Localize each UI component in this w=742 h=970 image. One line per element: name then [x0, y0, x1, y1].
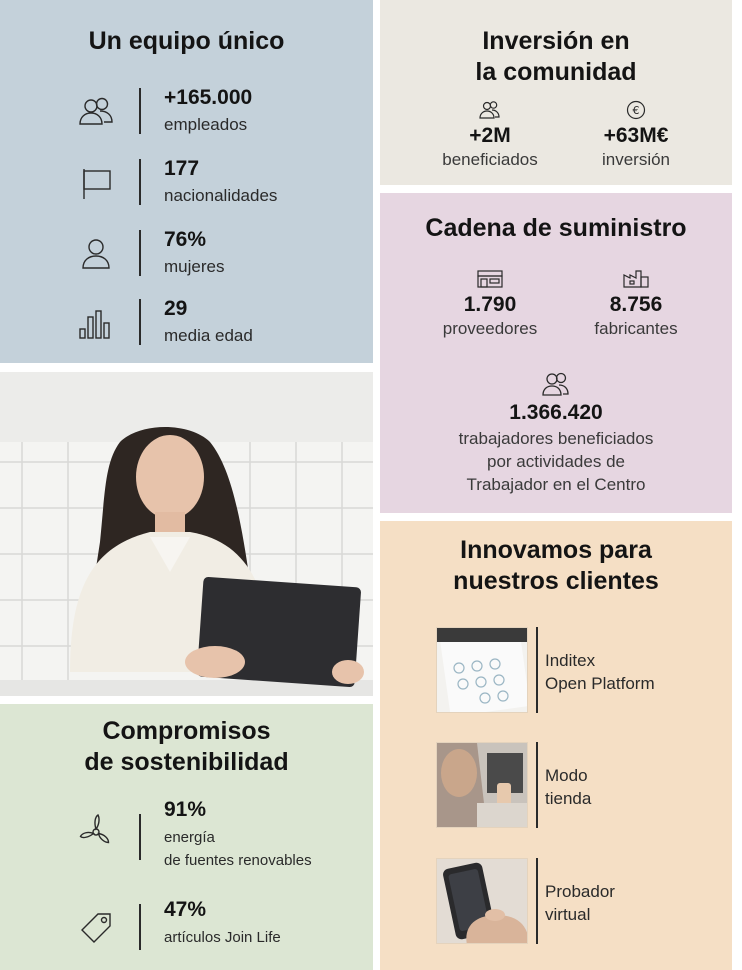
stat-label: fabricantes	[594, 319, 678, 338]
supply-panel	[380, 193, 732, 513]
label-line: tienda	[545, 789, 592, 808]
stat-value: +165.000	[164, 86, 253, 109]
title-line: Compromisos	[102, 717, 271, 745]
divider	[536, 627, 538, 713]
innovation-item-open-platform[interactable]	[380, 627, 732, 715]
divider	[139, 299, 141, 345]
stat-label: inversión	[601, 150, 671, 169]
stat-value: 91%	[164, 798, 207, 821]
employee-photo	[0, 372, 373, 696]
people-icon	[478, 100, 502, 120]
tag-icon	[76, 906, 116, 946]
factory-icon	[622, 269, 650, 289]
divider	[536, 742, 538, 828]
stat-women	[0, 228, 373, 288]
label-line: trabajadores beneficiados	[458, 429, 654, 448]
divider	[139, 230, 141, 276]
stat-nationalities	[0, 157, 373, 217]
community-title	[380, 26, 732, 88]
innovation-label	[545, 649, 655, 695]
community-investment	[566, 100, 706, 170]
innovation-label	[545, 880, 615, 926]
sustainability-panel	[0, 704, 373, 970]
woman-icon	[76, 234, 116, 274]
svg-text:€: €	[632, 104, 640, 117]
open-platform-thumbnail	[436, 627, 528, 713]
community-beneficiaries	[420, 100, 560, 170]
people-icon	[76, 92, 116, 132]
stat-label: mujeres	[164, 257, 225, 276]
euro-coin-icon	[625, 100, 647, 120]
stat-label: proveedores	[442, 319, 538, 338]
title-line: de sostenibilidad	[84, 748, 289, 776]
stat-value: 177	[164, 157, 200, 180]
bar-chart-icon	[76, 303, 116, 343]
stat-value: 1.366.420	[509, 401, 603, 424]
stat-label: artículos Join Life	[164, 929, 281, 946]
stat-join-life	[0, 898, 373, 958]
team-title: Un equipo único	[88, 27, 285, 55]
supply-manufacturers	[566, 269, 706, 339]
title-line: Inversión en	[482, 27, 630, 55]
stat-value: 1.790	[463, 293, 517, 316]
divider	[139, 904, 141, 950]
stat-value: 47%	[164, 898, 207, 921]
title-line: Innovamos para	[460, 536, 652, 564]
supply-workers	[400, 371, 712, 496]
innovation-panel	[380, 521, 732, 970]
innovation-item-store-mode[interactable]	[380, 742, 732, 830]
label-line: de fuentes renovables	[164, 852, 312, 869]
stat-renewable-energy	[0, 798, 373, 868]
sustainability-title	[0, 716, 373, 778]
label-line: energía	[164, 829, 215, 846]
flag-icon	[76, 163, 116, 203]
stat-value: +63M€	[603, 124, 669, 147]
people-icon	[540, 371, 572, 397]
divider	[139, 88, 141, 134]
supply-title: Cadena de suministro	[425, 214, 687, 242]
community-panel	[380, 0, 732, 185]
innovation-label	[545, 764, 591, 810]
stat-label: nacionalidades	[164, 186, 278, 205]
label-line: Modo	[545, 766, 588, 785]
stat-value: 8.756	[609, 293, 663, 316]
label-line: por actividades de	[487, 452, 625, 471]
stat-label	[164, 826, 312, 872]
stat-label	[400, 427, 712, 496]
virtual-fitting-thumbnail	[436, 858, 528, 944]
label-line: Open Platform	[545, 674, 655, 693]
label-line: virtual	[545, 905, 591, 924]
divider	[139, 159, 141, 205]
label-line: Probador	[545, 882, 615, 901]
title-line: la comunidad	[475, 58, 637, 86]
stat-label: media edad	[164, 326, 253, 345]
divider	[536, 858, 538, 944]
store-mode-thumbnail	[436, 742, 528, 828]
stat-label: empleados	[164, 115, 248, 134]
stat-value: 76%	[164, 228, 207, 251]
stat-value: 29	[164, 297, 188, 320]
title-line: nuestros clientes	[453, 567, 659, 595]
innovation-title	[380, 535, 732, 597]
innovation-item-virtual-fitting[interactable]	[380, 858, 732, 946]
stat-employees	[0, 86, 373, 146]
label-line: Trabajador en el Centro	[466, 475, 646, 494]
wind-turbine-icon	[76, 812, 116, 852]
label-line: Inditex	[545, 651, 596, 670]
stat-age	[0, 297, 373, 357]
stat-label: beneficiados	[442, 150, 538, 169]
team-panel	[0, 0, 373, 363]
supply-suppliers	[420, 269, 560, 339]
divider	[139, 814, 141, 860]
stat-value: +2M	[469, 124, 511, 147]
store-icon	[476, 269, 504, 289]
